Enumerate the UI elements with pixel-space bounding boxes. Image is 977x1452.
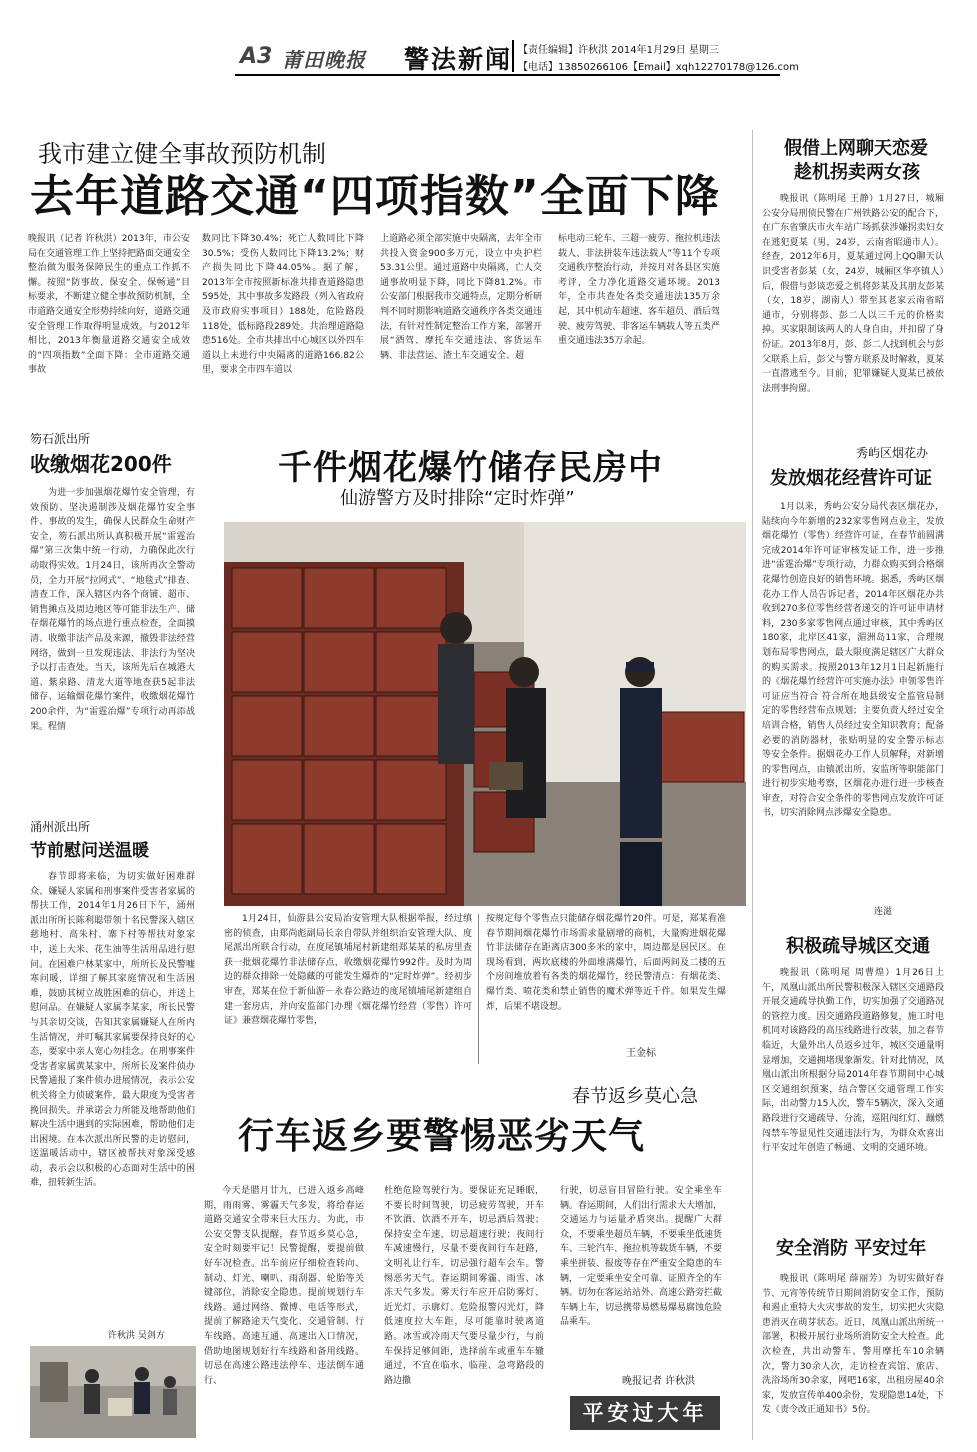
feature-photo — [224, 522, 746, 906]
left2-byline: 许秋洪 吴剑方 — [108, 1331, 165, 1341]
feature-caption-right: 按规定每个零售点只能储存烟花爆竹20件。可是，郑某看准春节期间烟花爆竹市场需求量剧增的商机，大量购进烟花爆竹非法储存在距离店300多米的家中，周边都是居民区。在现场看到，两坎底楼的外面堆满爆竹，后面两间及二楼的五个房间堆放着有各类的烟花爆竹，经民警清点：有烟花类、爆竹类、喷花类和禁止销售的魔术弹等近千件。如果发生爆炸，后果不堪设想。 — [486, 914, 726, 1012]
traffic-col-3: 行驶，切忌盲目冒险行驶。安全乘坐车辆。春运期间，人们出行需求大大增加，交通运力与运量矛盾突出。提醒广大群众，不要乘坐超员车辆，不要乘坐低速货车、三轮汽车、拖拉机等载货车辆，不要乘坐拼装、报废等存在严重安全隐患的车辆，一定要乘坐安全可靠、证照齐全的车辆。切勿在客运站站外、高速公路旁拦截车辆上车，切忌携带易燃易爆易腐蚀危险品乘车。 — [560, 1186, 722, 1328]
left2-body: 春节即将来临，为切实做好困难群众、嫌疑人家属和刑事案件受害者家属的帮扶工作，2014年1月26日下午，涌州派出所所长陈利聪带领十名民警深入辖区慈地村、高朱村、寨下村等帮扶对象家中，送上大米、花生油等生活用品进行慰问。在困难户林某家中，所所长及民警嘘寒问暖，详细了解其家庭情况和生活困难，鼓励其树立战胜困难的信心，并送上慰问品。在嫌疑人家属李某家，所长民警与其亲切交谈，告知其家属嫌疑人在所内生活情况，并叮嘱其家属要保持良好的心态，要家中亲人宽心勿挂念。在刑事案件受害者家属黄某家中，所所长及案件侦办民警通报了案件侦办进展情况，表示公安机关将全力侦破案件，最大限度为受害者挽回损失。并承诺会力所能及地帮助他们解决生活中遇到的实际困难，帮助他们走出困境。在本次派出所民警的走访慰问，送温暖活动中，辖区被帮扶对象深受感动，表示会以积极的心态面对生活中的困难，扭转新生活。 — [30, 872, 195, 1189]
traffic-headline: 行车返乡要警惕恶劣天气 — [238, 1116, 646, 1157]
traffic-kicker: 春节返乡莫心急 — [572, 1086, 698, 1107]
feature-caption-divider — [478, 914, 479, 1064]
left1-body: 为进一步加强烟花爆竹安全管理，有效预防、坚决遏制涉及烟花爆竹安全事件、事故的发生，确保人民群众生命财产安全，笏石派出所认真积极开展“雷霆治爆”第三次集中统一行动，力确保此次行动取得实效。1月24日，该所再次全警动员，全力开展“拉网式”、“地毯式”排查、清查工作，深入辖区内各个商铺、超市、销售摊点及周边地区等可能非法生产、储存烟花爆竹的场点进行重点检查，全面摸清、收缴非法产品及来源，撤毁非法经营网络，做到一旦发现违法、非法行为坚决予以打击查处。当天，该所先后在城港大道、紫泉路、清龙大道等地查获5起非法储存、运输烟花爆竹案件，收缴烟花爆竹200余件，为“雷霆治爆”专项行动再添战果。程情 — [30, 488, 195, 732]
feature-caption-left: 1月24日，仙游县公安局治安管理大队根据举报，经过缜密的侦查，由郑尚彪副局长亲自带队并组织治安管理大队、度尾派出所联合行动，在度尾镇埔尾村新建组郑某某的私房里查获一批烟花爆竹非法储存点，收缴烟花爆竹992件。及时为周边的群众排除一处隐藏的可能发生爆炸的“定时炸弹”。经初步审查，郑某在位于新仙游－永春公路边的度尾镇埔尾新建组自建一套房店，并向安监部门办理《烟花爆竹经营（零售）许可证》兼营烟花爆竹零售， — [224, 914, 472, 1027]
feature-headline: 千件烟花爆竹储存民房中 — [278, 448, 663, 488]
left2-dept: 涌州派出所 — [30, 820, 91, 834]
editor-line: 【责任编辑】许秋洪 2014年1月29日 星期三 — [518, 45, 719, 56]
feature-subhead: 仙游警方及时排除“定时炸弹” — [340, 488, 575, 509]
lead-col-2: 数同比下降30.4%；死亡人数同比下降30.5%；受伤人数同比下降13.2%；财产损失同比下降44.05%。据了解，2013年全市按照新标准共排查道路隐患595处，其中事故多发路段（列入省政府及市政府实事项目）188处，危险路段118处，低标路段289处。共治理道路隐患516处。全市共排出中心城区以外四车道以上未进行中央隔离的道路166.82公里，要求全市四车道以 — [202, 234, 364, 376]
right2-headline: 发放烟花经营许可证 — [770, 468, 932, 489]
feature-byline: 王金标 — [626, 1048, 656, 1059]
right-col-divider — [752, 130, 753, 1440]
right2-body: 1月以来，秀屿公安分局代表区烟花办，陆续向今年新增的232家零售网点业主，发放烟花爆竹（零售）经营许可证，在春节前圆满完成2014年许可证审核发证工作，进一步推进“雷霆治爆”专项行动，力群众购买到合格烟花爆竹创造良好的销售环境。据悉，秀屿区烟花办工作人员告诉记者，2014年区烟花办共收到270多位零售经营者递交的许可证申请材料，230多家零售网点通过审核，其中秀屿区180家，北岸区41家，湄洲岛11家，合理规划布局零售网点，最大限度满足辖区广大群众的购买需求。按照2013年12月1日起新施行的《烟花爆竹经营许可实施办法》申领零售许可证应当符合 符合所在地县级安全监管局制定的零售经营布点规划；主要负责人经过安全培训合格，销售人员经过安全知识教育；配备必要的消防器材，张贴明显的安全警示标志 等安全条件。据烟花办工作人员解释，对新增的零售网点，由镇派出所、安监所等职能部门进行初步实地考察，区烟花办进行进一步核查审查，对符合安全条件的零售网点发放许可证书，切实消除网点涉爆安全隐患。 — [762, 502, 944, 819]
lead-col-4: 标电动三轮车、三超一疲劳、拖拉机违法载人、非法拼装车违法载人”等11个专项交通秩序整治行动，并按月对各县区实施考评，全力净化道路交通环境。2013年，全市共查处各类交通违法135万余起，其中机动车超速、客车超员、酒后驾驶、疲劳驾驶、非客运车辆载人等五类严重交通违法35万余起。 — [558, 234, 720, 347]
masthead-divider — [512, 40, 514, 72]
page-number: A3 — [240, 44, 273, 69]
left-bottom-photo — [30, 1346, 196, 1438]
traffic-col-2: 杜绝危险驾驶行为。要保证充足睡眠，不要长时间驾驶，切忌疲劳驾驶，开车不饮酒、饮酒不开车，切忌酒后驾驶；保持安全车速，切忌超速行驶；夜间行车减速慢行，尽量不要夜间行车赶路，文明礼让行车，切忌强行超车会车。警惕恶劣天气。春运期间雾霾、雨雪、冰冻天气多发。雾天行车应开启防雾灯、近光灯、示廓灯、危险报警闪光灯，降低速度拉大车距，尽可能靠时驶离道路。冰雪或冷雨天气要尽量少行，与前车保持足够间距，选择前车或重车车辙通过，不宜在临水、临崖、急弯路段的路边撒 — [384, 1186, 544, 1386]
masthead — [0, 0, 977, 80]
right3-body: 晚报讯（陈明尾 周曹煌）1月26日上午，凤凰山派出所民警积极深入辖区交通路段开展交通疏导执勤工作，切实加强了交通路况的管控力度。因交通路段道路修复，施工时电机同对该路段的高压线路进行改装，加之春节临近，大量外出人员返乡过年，城区交通量明显增加，交通拥堵现象渐发。针对此情况，凤凰山派出所根据分局2014年春节期间中心城区交通组织预案，结合警区交通管理工作实际，出动警力15人次，警车5辆次，深入交通路段进行交通疏导、分流，巡阻闯红灯、蹦燃闯禁车等显见性交通违法行为，为群众欢喜出行平安过年创造了畅通、文明的交通环境。 — [762, 968, 944, 1154]
section-title: 警法新闻 — [404, 45, 513, 74]
left1-dept: 笏石派出所 — [30, 432, 91, 446]
fireworks-storage-photo — [224, 522, 746, 906]
right4-headline: 安全消防 平安过年 — [776, 1238, 927, 1259]
traffic-byline: 晚报记者 许秋洪 — [622, 1376, 696, 1387]
right2-byline: 连滋 — [874, 907, 893, 917]
footer-banner: 平安过大年 — [570, 1396, 720, 1430]
right2-dept: 秀屿区烟花办 — [856, 446, 929, 460]
lead-col-1: 晚报讯（记者 许秋洪）2013年，市公安局在交通管理工作上坚持把路面交通安全整治做为服务保障民生的重点工作抓不懈。按照“防事故、保安全、保畅通”目标要求，不断建立健全事故预防机制，全市道路交通安全形势持续向好，道路交通安全管理工作取得明显成效。与2012年相比，2013年衡量道路交通安全成效的“四项指数”全面下降：全市道路交通事故 — [28, 234, 190, 376]
left1-headline: 收缴烟花200件 — [30, 452, 172, 476]
lead-kicker: 我市建立健全事故预防机制 — [38, 140, 326, 168]
left2-headline: 节前慰问送温暖 — [30, 841, 149, 861]
right1-headline-1: 假借上网聊天恋爱 — [784, 138, 928, 159]
lead-headline: 去年道路交通“四项指数”全面下降 — [30, 171, 720, 222]
right1-body: 晚报讯（陈明尾 王静）1月27日，城厢公安分局刑侦民警在广州铁路公安的配合下，在广东省肇庆市火车站广场抓获涉嫌拐卖妇女在逃犯夏某（男，24岁，云南省昭通市人）。经查，2012年6月，夏某通过网上QQ聊天认识受害者彭某（女，24岁，城厢区华亭镇人）后，假借与彭谈恋爱之机将彭某及其朋友彭某（女，18岁，湖南人）带至其老家云南省昭通市，分别将彭、彭二人以三千元的价格卖掉。买家限制该两人的人身自由，并扣留了身份证。2013年8月，彭、彭二人找到机会与彭父联系上后，彭父与警方联系及时解救，夏某一直潜逃至今。目前，犯罪嫌疑人夏某已被依法刑事拘留。 — [762, 194, 944, 394]
contact-line: 【电话】13850266106【Email】xqh12270178@126.com — [518, 62, 799, 73]
right1-headline-2: 趁机拐卖两女孩 — [794, 162, 920, 183]
visit-photo-graphic — [30, 1346, 196, 1438]
masthead-underline — [235, 74, 780, 76]
right4-body: 晚报讯（陈明尾 薛丽芳）为切实做好春节、元宵等传统节日期间消防安全工作，预防和遏止重特大火灾事故的发生，切实把火灾隐患消灭在萌芽状态。近日，凤凰山派出所统一部署，积极开展行业场所消防安全大检查。此次检查，共出动警车、警用摩托车10余辆次，警力30余人次，走访检查宾馆、旅店、洗浴场所30余家，网吧16家，出租房屋40余家，发放宣传单400余份，发现隐患14处，下发《责令改正通知书》5份。 — [762, 1274, 944, 1416]
lead-col-3: 上道路必须全部实施中央隔离，去年全市共投入资金900多万元，设立中央护栏53.31公里。通过道路中央隔离，亡人交通事故明显下降，同比下降81.2%。市公安部门根据我市交通特点，定期分析研判不同时期影响道路交通秩序各类交通违法，有针对性制定整治工作方案，部署开展“酒驾、摩托车交通违法、客货运车辆、非法营运、渣土车交通安全、超 — [380, 234, 542, 361]
traffic-col-1: 今天是腊月廿九，已进入返乡高峰期，雨雨雾、雾霾天气多发，将给春运道路交通安全带来巨大压力。为此，市公安交警支队提醒，春节返乡莫心急，安全时刻要牢记！民警提醒，要提前做好车况检查。出车前应仔细检查转向、制动、灯光、喇叭、雨刮器、轮胎等关键部位，消除安全隐患。提前规划行车线路。通过网络、微博、电话等形式，提前了解路途天气变化、交通管制、行车线路、高速互通、高速出入口情况，借助地图规划好行车线路和备用线路。切忌在高速公路违法停车、违法倒车通行、 — [204, 1186, 364, 1386]
paper-logo: 莆田晚报 — [282, 48, 366, 72]
right3-headline: 积极疏导城区交通 — [786, 936, 930, 957]
